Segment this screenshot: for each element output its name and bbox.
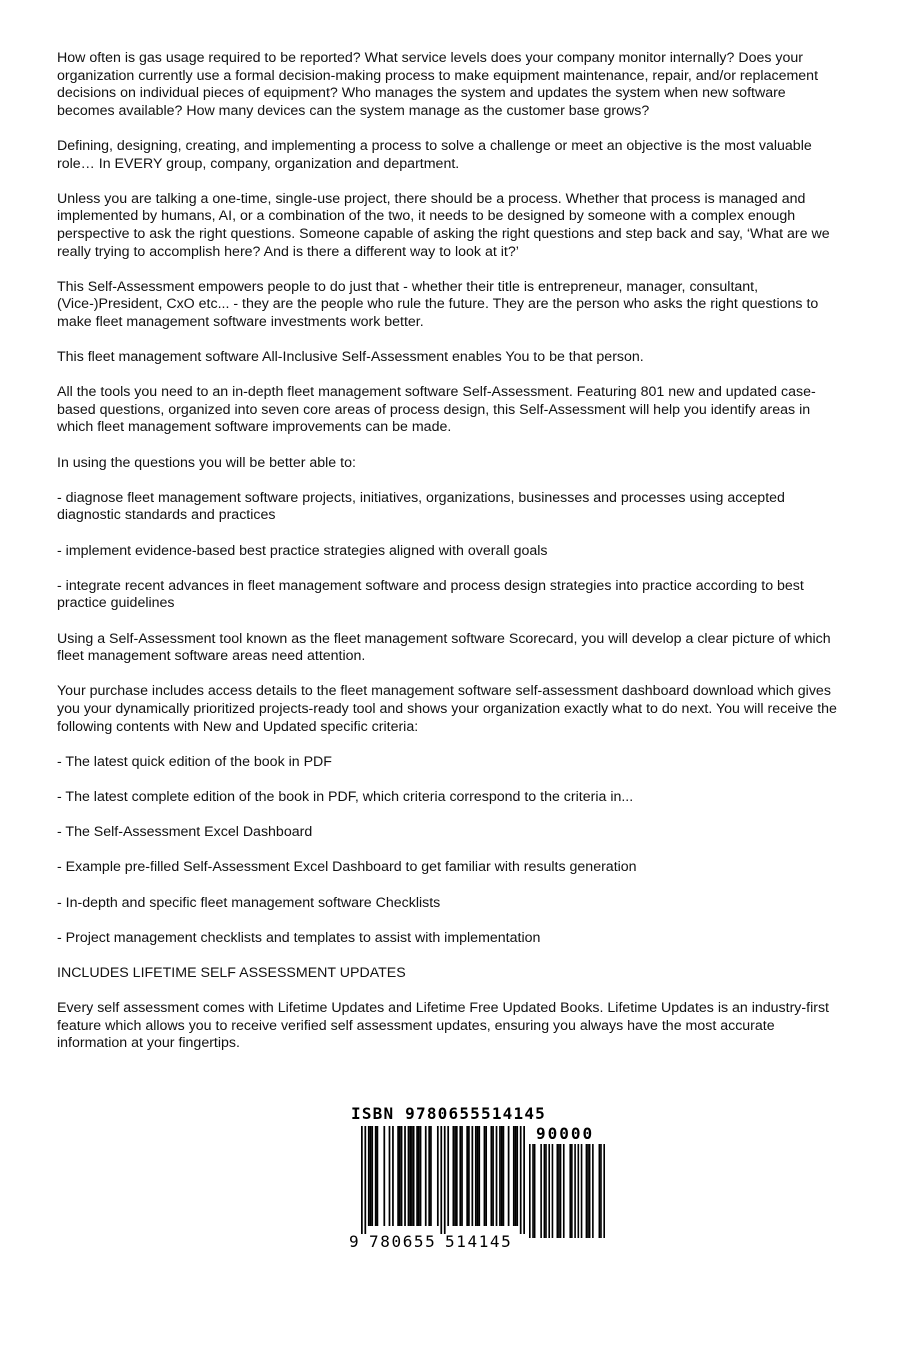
barcode-bar — [430, 1126, 432, 1226]
list-item: - diagnose fleet management software projects, initiatives, organizations, businesses and processes using accepted diagnostic standards and practices — [57, 489, 785, 524]
barcode-bar — [534, 1144, 536, 1238]
barcode-bar — [578, 1144, 580, 1238]
barcode-bar — [420, 1126, 422, 1226]
barcode-bar — [428, 1126, 430, 1226]
barcode-bar — [370, 1126, 372, 1226]
barcode-bar — [544, 1144, 546, 1238]
barcode-bar — [397, 1126, 399, 1226]
barcode-bar — [571, 1144, 573, 1238]
barcode-bar — [581, 1144, 583, 1238]
paragraph: Using a Self-Assessment tool known as the fleet management software Scorecard, you will develop a clear picture of which fleet management software areas need attention. — [57, 630, 831, 665]
paragraph: Unless you are talking a one-time, single-use project, there should be a process. Whether that process is managed and implemented by humans, AI, or a combination of the two, it needs to be designed by someone with a complex enough perspective to ask the right questions. Someone capable of asking the right questions and step back and say, ‘What are we really trying to accomplish here? And is there a different way to look at it?’ — [57, 190, 830, 260]
barcode-bar — [501, 1126, 503, 1226]
barcode-bar — [520, 1126, 522, 1234]
list-item: - implement evidence-based best practice strategies aligned with overall goals — [57, 542, 548, 559]
list-item: - Example pre-filled Self-Assessment Excel Dashboard to get familiar with results generation — [57, 859, 637, 876]
barcode-bar — [587, 1144, 589, 1238]
barcode-bar — [574, 1144, 576, 1238]
barcode-bar — [490, 1126, 492, 1226]
barcode-bar — [552, 1144, 554, 1238]
paragraph: Defining, designing, creating, and implementing a process to solve a challenge or meet an objective is the most valuable role… In EVERY group, company, organization and department. — [57, 137, 812, 172]
barcode-bar — [516, 1126, 518, 1226]
barcode-bar — [447, 1126, 449, 1226]
barcode-bar — [545, 1144, 547, 1238]
barcode-bar — [492, 1126, 494, 1226]
addon-bars — [529, 1144, 605, 1238]
barcode-bar — [425, 1126, 427, 1226]
list-item: - The latest complete edition of the book in PDF, which criteria correspond to the criteria in... — [57, 788, 634, 805]
barcode-bar — [399, 1126, 401, 1226]
barcode-bar — [560, 1144, 562, 1238]
barcode-bar — [475, 1126, 477, 1226]
barcode-bar — [437, 1126, 439, 1226]
barcode-bar — [408, 1126, 410, 1226]
barcode-bar — [523, 1126, 525, 1234]
list-item: - The Self-Assessment Excel Dashboard — [57, 824, 313, 841]
paragraph: Every self assessment comes with Lifetime Updates and Lifetime Free Updated Books. Lifetime Updates is an industry-first feature which allows you to receive verified self assessment updates, ensuring you always have the most accurate information at your fingertips. — [57, 1000, 829, 1052]
list-item: - Project management checklists and templates to assist with implementation — [57, 929, 541, 946]
addon-label: 90000 — [536, 1124, 595, 1143]
barcode-bar — [485, 1126, 487, 1226]
barcode-bar — [600, 1144, 602, 1238]
barcode-bar — [452, 1126, 454, 1226]
barcode-bar — [418, 1126, 420, 1226]
isbn-label: ISBN 9780655514145 — [351, 1104, 546, 1123]
barcode-bar — [589, 1144, 591, 1238]
barcode-bar — [440, 1126, 442, 1234]
barcode-bar — [461, 1126, 463, 1226]
barcode-bar — [377, 1126, 379, 1226]
list-item: - integrate recent advances in fleet management software and process design strategies into practice according to best practice guidelines — [57, 577, 804, 612]
barcode-bar — [477, 1126, 479, 1226]
paragraph: Your purchase includes access details to the fleet management software self-assessment dashboard download which gives you your dynamically prioritized projects-ready tool and shows your organization exactly what to do next. You will receive the following contents with New and Updated specific criteria: — [57, 683, 837, 735]
barcode-bar — [599, 1144, 601, 1238]
barcode-bar — [496, 1126, 498, 1226]
barcode-bar — [444, 1126, 446, 1234]
barcode-bar — [371, 1126, 373, 1226]
barcode-bar — [563, 1144, 565, 1238]
barcode-bar — [401, 1126, 403, 1226]
barcode-bar — [368, 1126, 370, 1226]
barcode-bar — [416, 1126, 418, 1226]
barcode-bar — [586, 1144, 588, 1238]
barcode-bar — [499, 1126, 501, 1226]
barcode-bar — [532, 1144, 534, 1238]
paragraph: This Self-Assessment empowers people to do just that - whether their title is entrepreneur, manager, consultant, (Vice-)President, CxO etc... - they are the people who rule the future. They are the person who asks the right questions to make fleet management software investments work better. — [57, 278, 819, 330]
barcode-bar — [540, 1144, 542, 1238]
barcode-bar — [515, 1126, 517, 1226]
barcode-bar — [361, 1126, 363, 1234]
barcode-bar — [468, 1126, 470, 1226]
isbn-barcode — [349, 1104, 611, 1254]
paragraph: This fleet management software All-Inclusive Self-Assessment enables You to be that person. — [57, 349, 644, 366]
barcode-bar — [508, 1126, 510, 1226]
barcode-bar — [404, 1126, 406, 1226]
barcode-bar — [459, 1126, 461, 1226]
barcode-bar — [603, 1144, 605, 1238]
paragraph: How often is gas usage required to be reported? What service levels does your company monitor internally? Does your organization currently use a formal decision-making process to make equipment maintenance, repair, and/or replacement decisions on individual pieces of equipment? Who manages the system and updates the system when new software becomes available? How many devices can the system manage as the customer base grows? — [57, 50, 819, 119]
barcode-digit-lead: 9 — [349, 1232, 361, 1251]
barcode-bar — [478, 1126, 480, 1226]
barcode-bar — [466, 1126, 468, 1226]
barcode-bar — [454, 1126, 456, 1226]
ean13-bars — [361, 1126, 525, 1234]
barcode-bar — [413, 1126, 415, 1226]
barcode-bar — [471, 1126, 473, 1226]
paragraph: All the tools you need to an in-depth fleet management software Self-Assessment. Featuring 801 new and updated case-based questions, organized into seven core areas of process design, this Self-Assessment will help you identify areas in which fleet management software improvements can be made. — [57, 384, 816, 436]
barcode-bar — [503, 1126, 505, 1226]
barcode-bar — [392, 1126, 394, 1226]
paragraph: In using the questions you will be better able to: — [57, 454, 356, 471]
barcode-bar — [409, 1126, 411, 1226]
barcode-bar — [529, 1144, 531, 1238]
barcode-bar — [383, 1126, 385, 1226]
barcode-bar — [556, 1144, 558, 1238]
barcode-bar — [569, 1144, 571, 1238]
barcode-bar — [389, 1126, 391, 1226]
barcode-bar — [513, 1126, 515, 1226]
list-item: - In-depth and specific fleet management software Checklists — [57, 894, 441, 911]
list-item: - The latest quick edition of the book in PDF — [57, 753, 332, 770]
back-cover-text — [57, 50, 847, 1070]
section-heading: INCLUDES LIFETIME SELF ASSESSMENT UPDATES — [57, 964, 406, 981]
barcode-digit-right: 514145 — [445, 1232, 513, 1251]
barcode-bar — [456, 1126, 458, 1226]
barcode-bar — [375, 1126, 377, 1226]
barcode-digit-left: 780655 — [369, 1232, 437, 1251]
barcode-bar — [364, 1126, 366, 1234]
barcode-bar — [484, 1126, 486, 1226]
barcode-bar — [592, 1144, 594, 1238]
barcode-bar — [411, 1126, 413, 1226]
barcode-bar — [548, 1144, 550, 1238]
barcode-bar — [558, 1144, 560, 1238]
